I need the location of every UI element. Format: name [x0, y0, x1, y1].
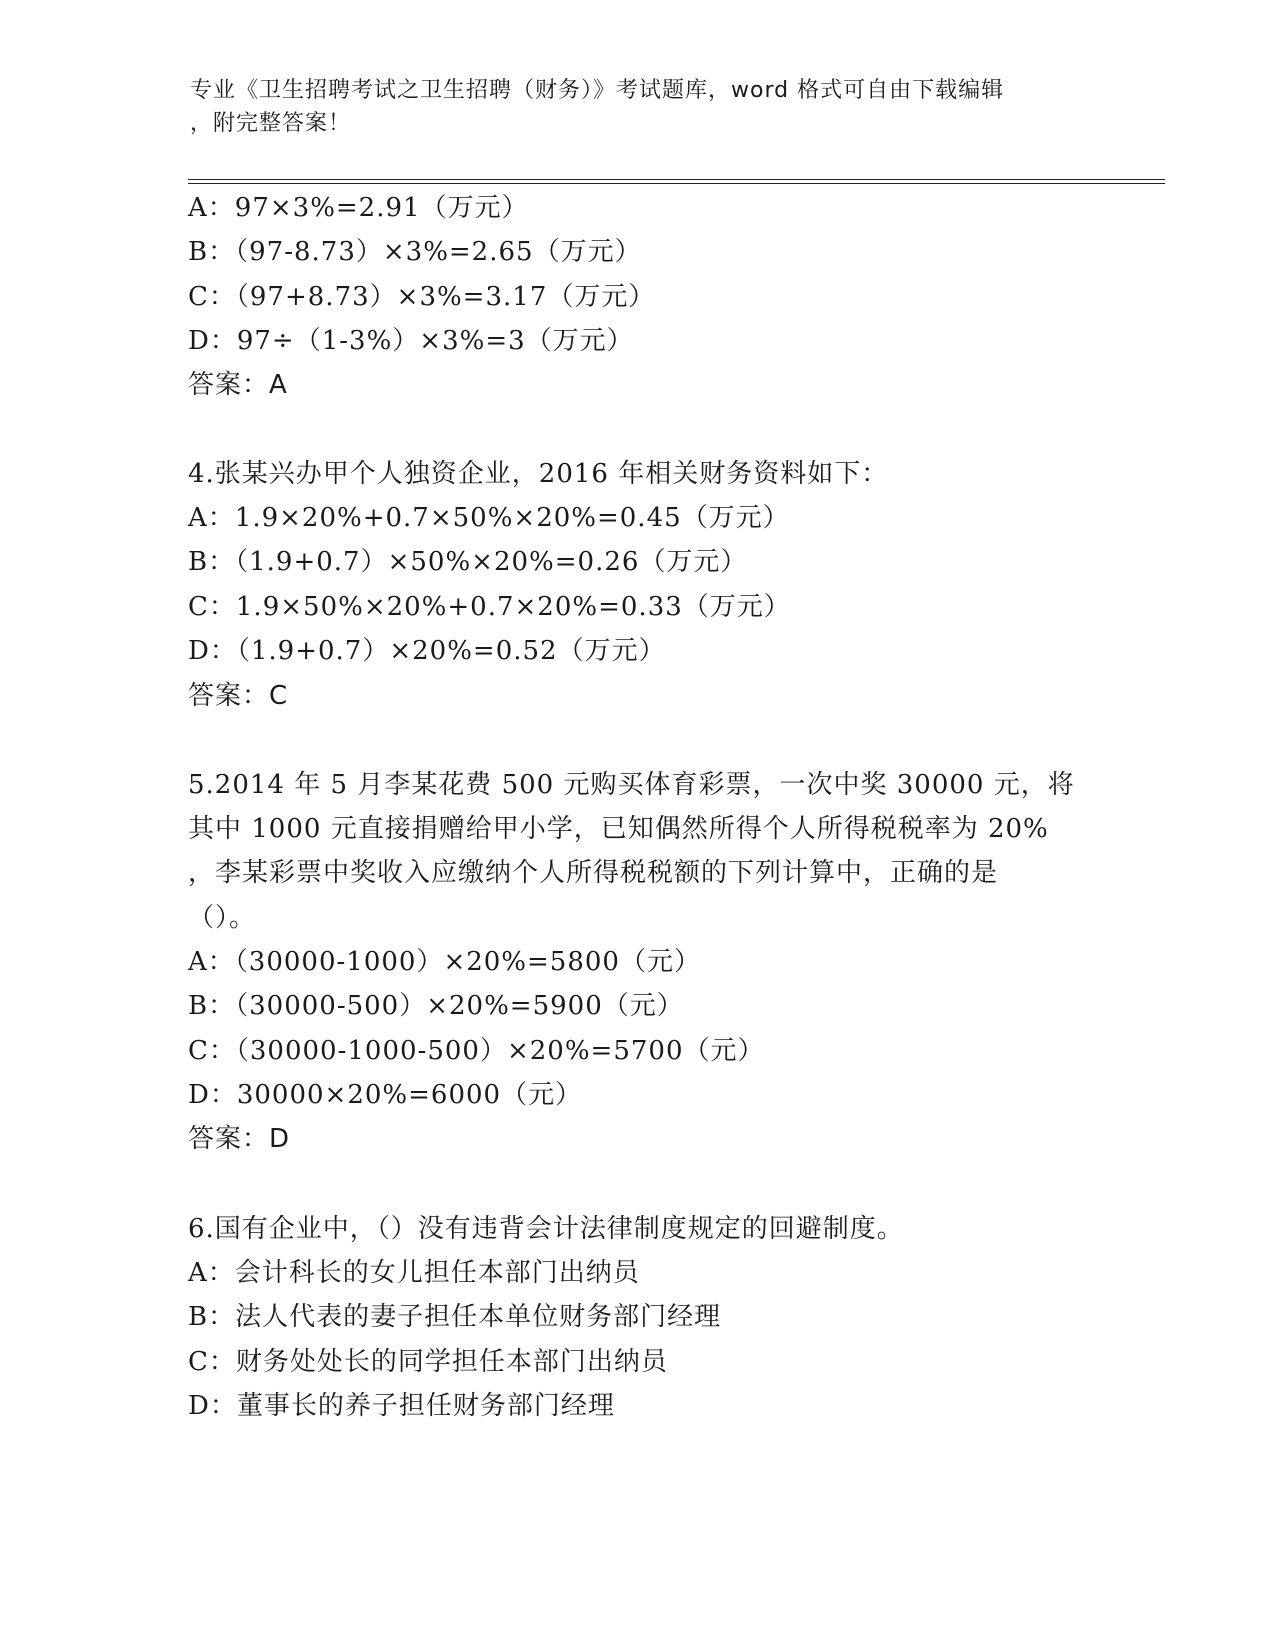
q5-question-line-4: （）。: [188, 903, 257, 933]
document-header: [190, 74, 1070, 140]
header-divider-top: [188, 179, 1165, 180]
q4-option-a: A：1.9×20%+0.7×50%×20%=0.45（万元）: [188, 503, 790, 533]
q5-answer: 答案：D: [188, 1124, 291, 1154]
q6-option-a: A：会计科长的女儿担任本部门出纳员: [188, 1258, 640, 1288]
q6-option-c: C：财务处处长的同学担任本部门出纳员: [188, 1347, 668, 1377]
q6-option-d: D：董事长的养子担任财务部门经理: [188, 1391, 615, 1421]
q4-answer: 答案：C: [188, 681, 289, 711]
header-line-2: ，附完整答案！: [190, 111, 352, 136]
q5-question-line-2: 其中 1000 元直接捐赠给甲小学，已知偶然所得个人所得税税率为 20%: [188, 814, 1049, 844]
q4-option-c: C：1.9×50%×20%+0.7×20%=0.33（万元）: [188, 592, 791, 622]
q4-question: 4.张某兴办甲个人独资企业，2016 年相关财务资料如下：: [188, 459, 889, 489]
q6-option-b: B：法人代表的妻子担任本单位财务部门经理: [188, 1302, 722, 1332]
header-line-1: 专业《卫生招聘考试之卫生招聘（财务）》考试题库，word 格式可自由下载编辑: [190, 78, 1005, 103]
q5-question-line-1: 5.2014 年 5 月李某花费 500 元购买体育彩票，一次中奖 30000 元，将: [188, 770, 1075, 800]
q3-answer: 答案：A: [188, 370, 288, 400]
q3-option-c: C：（97+8.73）×3%=3.17（万元）: [188, 282, 656, 312]
q4-option-b: B：（1.9+0.7）×50%×20%=0.26（万元）: [188, 547, 748, 577]
q5-option-c: C：（30000-1000-500）×20%=5700（元）: [188, 1036, 765, 1066]
q5-option-b: B：（30000-500）×20%=5900（元）: [188, 991, 684, 1021]
q5-option-d: D：30000×20%=6000（元）: [188, 1080, 583, 1110]
q5-question-line-3: ，李某彩票中奖收入应缴纳个人所得税税额的下列计算中，正确的是: [188, 858, 999, 888]
q4-option-d: D：（1.9+0.7）×20%=0.52（万元）: [188, 636, 666, 666]
q3-option-d: D：97÷（1-3%）×3%=3（万元）: [188, 326, 634, 356]
q3-option-a: A：97×3%=2.91（万元）: [188, 193, 529, 223]
header-divider-bottom: [188, 183, 1165, 184]
q3-option-b: B：（97-8.73）×3%=2.65（万元）: [188, 237, 642, 267]
q5-option-a: A：（30000-1000）×20%=5800（元）: [188, 947, 701, 977]
q6-question: 6.国有企业中，（）没有违背会计法律制度规定的回避制度。: [188, 1214, 904, 1244]
